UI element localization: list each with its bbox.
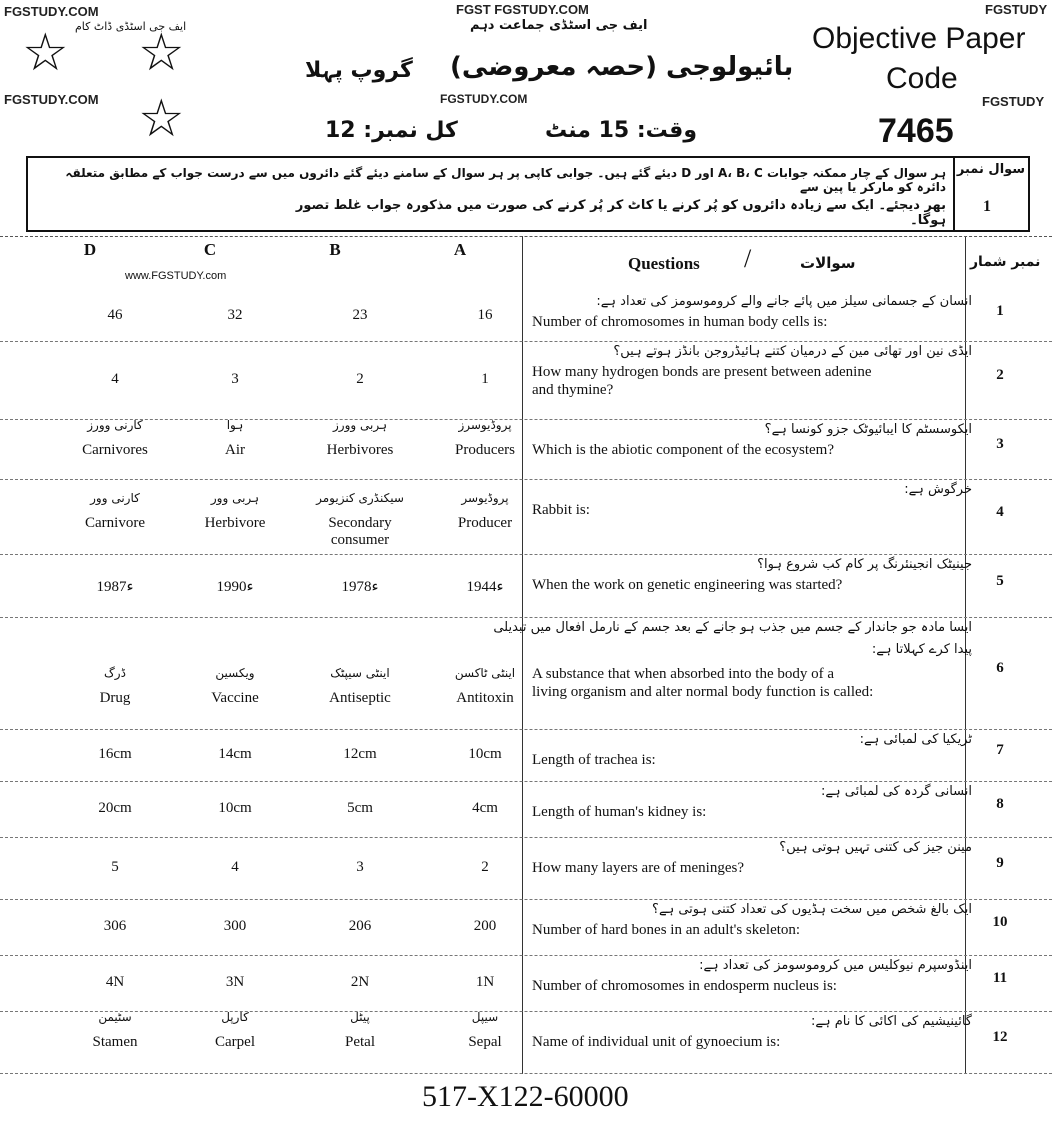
- question-urdu: ایڈی نین اور تھائی مین کے درمیان کتنے ہائیڈروجن بانڈز ہوتے ہیں؟: [613, 344, 972, 359]
- instructions-line1: ہر سوال کے چار ممکنہ جوابات A، B، C اور D دیئے گئے ہیں۔ جوابی کاپی پر ہر سوال کے سامنے دیئے گئے دائروں میں سے درست جواب کے مطابق متعلقہ دائرہ کو مارکر یا پین سے: [65, 166, 946, 194]
- option-c: 32: [227, 307, 243, 323]
- class-label: ایف جی اسٹڈی جماعت دہم: [470, 18, 648, 33]
- watermark-left-urdu: ایف جی اسٹڈی ڈاٹ کام: [75, 20, 187, 33]
- question-english: How many layers are of meninges?: [532, 860, 745, 876]
- question-urdu: ایسا مادہ جو جاندار کے جسم میں جذب ہو جانے کے بعد جسم کے نارمل افعال میں تبدیلی: [493, 620, 972, 635]
- option-c-urdu: ہوا: [226, 418, 244, 432]
- option-c-urdu: کارپل: [221, 1010, 249, 1024]
- option-c: 1990ء: [216, 578, 254, 595]
- question-english: Number of chromosomes in human body cells is:: [532, 314, 828, 330]
- question-english: Name of individual unit of gynoecium is:: [532, 1034, 781, 1050]
- option-c: Herbivore: [204, 515, 266, 531]
- option-d: Carnivore: [85, 515, 145, 531]
- question-number: 3: [996, 436, 1004, 452]
- option-a: 10cm: [468, 746, 502, 762]
- watermark-top-right: FGSTUDY: [985, 2, 1048, 17]
- question-english: Length of human's kidney is:: [532, 804, 707, 820]
- option-b: 3: [356, 859, 364, 875]
- option-d: 4N: [105, 974, 125, 990]
- row-divider: [0, 1073, 1052, 1074]
- option-d: 1987ء: [96, 578, 134, 595]
- option-c: Carpel: [215, 1034, 255, 1050]
- option-b-urdu: سیکنڈری کنزیومر: [316, 491, 404, 505]
- question-row: [0, 730, 1052, 782]
- instructions-line2: بھر دیجئے۔ ایک سے زیادہ دائروں کو پُر کرنے یا کاٹ کر پُر کرنے کی صورت میں مذکورہ جواب غلط تصور ہوگا۔: [295, 198, 946, 228]
- option-a: 16: [477, 307, 493, 323]
- option-b: Petal: [345, 1034, 375, 1050]
- option-d: Stamen: [92, 1034, 138, 1050]
- col-a-header: A: [453, 240, 467, 259]
- option-d: 306: [103, 918, 127, 934]
- col-c-header: C: [203, 240, 217, 259]
- question-number: 10: [992, 914, 1008, 930]
- option-d: 46: [107, 307, 123, 323]
- question-number: 4: [996, 503, 1004, 520]
- option-a-urdu: پروڈیوسرز: [458, 418, 512, 432]
- option-a: 200: [473, 918, 497, 934]
- option-b: 2: [356, 371, 364, 387]
- question-urdu: انسان کے جسمانی سیلز میں پائے جانے والے کروموسومز کی تعداد ہے:: [596, 294, 972, 309]
- question-english: Which is the abiotic component of the ecosystem?: [532, 442, 834, 458]
- option-b: Herbivores: [326, 442, 394, 458]
- question-row: [0, 420, 1052, 480]
- option-d: 5: [111, 859, 119, 875]
- question-number: 8: [996, 796, 1004, 812]
- option-a-urdu: سیپل: [471, 1010, 499, 1024]
- question-row: [0, 838, 1052, 900]
- question-english: How many hydrogen bonds are present between adenine: [532, 364, 872, 380]
- question-row: [0, 342, 1052, 420]
- question-urdu: پیدا کرے کہلاتا ہے:: [871, 642, 972, 657]
- questions-ur-header: سوالات: [800, 254, 856, 272]
- question-english: When the work on genetic engineering was started?: [532, 577, 843, 593]
- option-a: 1944ء: [466, 578, 504, 595]
- option-c: Air: [225, 442, 245, 458]
- option-c: 14cm: [218, 746, 252, 762]
- question-number: 7: [996, 742, 1004, 758]
- watermark-center: FGSTUDY.COM: [440, 92, 528, 106]
- option-d: Drug: [99, 690, 131, 706]
- option-c: 3N: [225, 974, 245, 990]
- question-row: [0, 1012, 1052, 1074]
- watermark-top-center: FGST FGSTUDY.COM: [456, 2, 589, 17]
- code-label: Code: [886, 62, 958, 95]
- option-a: 2: [481, 859, 489, 875]
- question-english: Number of chromosomes in endosperm nucleus is:: [532, 978, 837, 994]
- option-a: Sepal: [468, 1034, 502, 1050]
- question-english: A substance that when absorbed into the body of a: [532, 666, 835, 682]
- watermark-left-mid: FGSTUDY.COM: [4, 92, 99, 107]
- option-b-urdu: اینٹی سیپٹک: [330, 666, 390, 680]
- question-urdu: مینن جیز کی کتنی تہیں ہوتی ہیں؟: [779, 840, 972, 855]
- table-header: [0, 240, 1052, 285]
- option-a: Antitoxin: [456, 690, 514, 706]
- marks-label: کل نمبر: 12: [325, 118, 458, 143]
- col-b-header: B: [329, 240, 341, 259]
- option-b: Secondary consumer: [328, 515, 392, 548]
- footer-code: 517-X122-60000: [422, 1080, 629, 1113]
- question-english: living organism and alter normal body function is called:: [532, 684, 874, 700]
- option-a: 1N: [475, 974, 495, 990]
- star-icon: ☆: [138, 25, 185, 82]
- row-divider: [0, 236, 1052, 237]
- question-row: [0, 956, 1052, 1012]
- group-label: گروپ پہلا: [305, 58, 413, 83]
- question-english: and thymine?: [532, 382, 614, 398]
- question-number: 11: [992, 970, 1008, 986]
- option-c: Vaccine: [211, 690, 259, 706]
- option-d: 4: [111, 371, 119, 387]
- question-number: 12: [992, 1029, 1008, 1045]
- option-d: 16cm: [98, 746, 132, 762]
- option-b: 2N: [350, 974, 370, 990]
- option-a-urdu: پروڈیوسر: [461, 491, 509, 505]
- subject-title: بائیولوجی (حصہ معروضی): [450, 52, 794, 82]
- question-number: 6: [996, 660, 1004, 676]
- question-urdu: انسانی گردہ کی لمبائی ہے:: [821, 784, 972, 799]
- option-a: Producers: [455, 442, 515, 458]
- question-number: 9: [996, 855, 1004, 871]
- option-b: 5cm: [347, 800, 373, 816]
- option-d: 20cm: [98, 800, 132, 816]
- code-value: 7465: [878, 112, 954, 150]
- option-c: 4: [231, 859, 239, 875]
- question-urdu: گائینیشیم کی اکائی کا نام ہے:: [810, 1014, 972, 1029]
- option-b: 206: [348, 918, 372, 934]
- question-english: Rabbit is:: [532, 502, 590, 518]
- question-row: [0, 292, 1052, 342]
- option-d-urdu: کارنی وور: [90, 491, 140, 505]
- paper-title: Objective Paper: [812, 22, 1026, 55]
- question-urdu: ٹریکیا کی لمبائی ہے:: [859, 732, 972, 747]
- option-b-urdu: ہربی وورز: [333, 418, 387, 432]
- header-slash: /: [744, 244, 752, 273]
- option-a: 1: [481, 371, 489, 387]
- instructions-box: [26, 156, 1030, 232]
- option-a: Producer: [457, 515, 513, 531]
- option-c: 10cm: [218, 800, 252, 816]
- question-english: Number of hard bones in an adult's skeleton:: [532, 922, 801, 938]
- option-b: Antiseptic: [329, 690, 391, 706]
- option-c: 3: [231, 371, 239, 387]
- header-watermark: www.FGSTUDY.com: [125, 270, 227, 282]
- serial-header: نمبر شمار: [970, 254, 1041, 270]
- option-a-urdu: اینٹی ٹاکسن: [454, 666, 516, 680]
- question-row: [0, 782, 1052, 838]
- question-number: 5: [996, 572, 1004, 589]
- question-number: 2: [996, 367, 1004, 383]
- watermark-left-top: FGSTUDY.COM: [4, 4, 99, 19]
- option-c-urdu: ہربی وور: [210, 491, 260, 505]
- option-d-urdu: ڈرگ: [104, 666, 126, 680]
- question-urdu: ایکوسسٹم کا ایبائیوٹک جزو کونسا ہے؟: [764, 422, 972, 437]
- question-row: [0, 555, 1052, 618]
- question-number: 1: [996, 303, 1004, 319]
- option-b: 1978ء: [341, 578, 379, 595]
- question-urdu: خرگوش ہے:: [904, 482, 972, 497]
- question-urdu: جینیٹک انجینئرنگ پر کام کب شروع ہوا؟: [757, 557, 972, 572]
- option-d-urdu: سٹیمن: [98, 1010, 132, 1024]
- option-c-urdu: ویکسین: [215, 666, 255, 680]
- option-d-urdu: کارنی وورز: [87, 418, 143, 432]
- option-d: Carnivores: [82, 442, 148, 458]
- option-b-urdu: پیٹل: [350, 1010, 370, 1024]
- star-icon: ☆: [138, 91, 185, 148]
- question-row: [0, 618, 1052, 730]
- star-icon: ☆: [22, 25, 69, 82]
- question-urdu: ایک بالغ شخص میں سخت ہڈیوں کی تعداد کتنی ہوتی ہے؟: [652, 902, 972, 917]
- option-b: 12cm: [343, 746, 377, 762]
- questions-en-header: Questions: [628, 254, 700, 273]
- question-english: Length of trachea is:: [532, 752, 656, 768]
- question-row: [0, 480, 1052, 555]
- question-number: 1: [983, 198, 991, 215]
- option-a: 4cm: [472, 800, 498, 816]
- question-urdu: اینڈوسپرم نیوکلیس میں کروموسومز کی تعداد ہے:: [699, 958, 972, 973]
- time-label: وقت: 15 منٹ: [545, 118, 698, 143]
- option-b: 23: [352, 307, 368, 323]
- option-c: 300: [223, 918, 247, 934]
- question-label: سوال نمبر: [956, 162, 1026, 177]
- watermark-right-mid: FGSTUDY: [982, 94, 1045, 109]
- col-d-header: D: [83, 240, 97, 259]
- question-row: [0, 900, 1052, 956]
